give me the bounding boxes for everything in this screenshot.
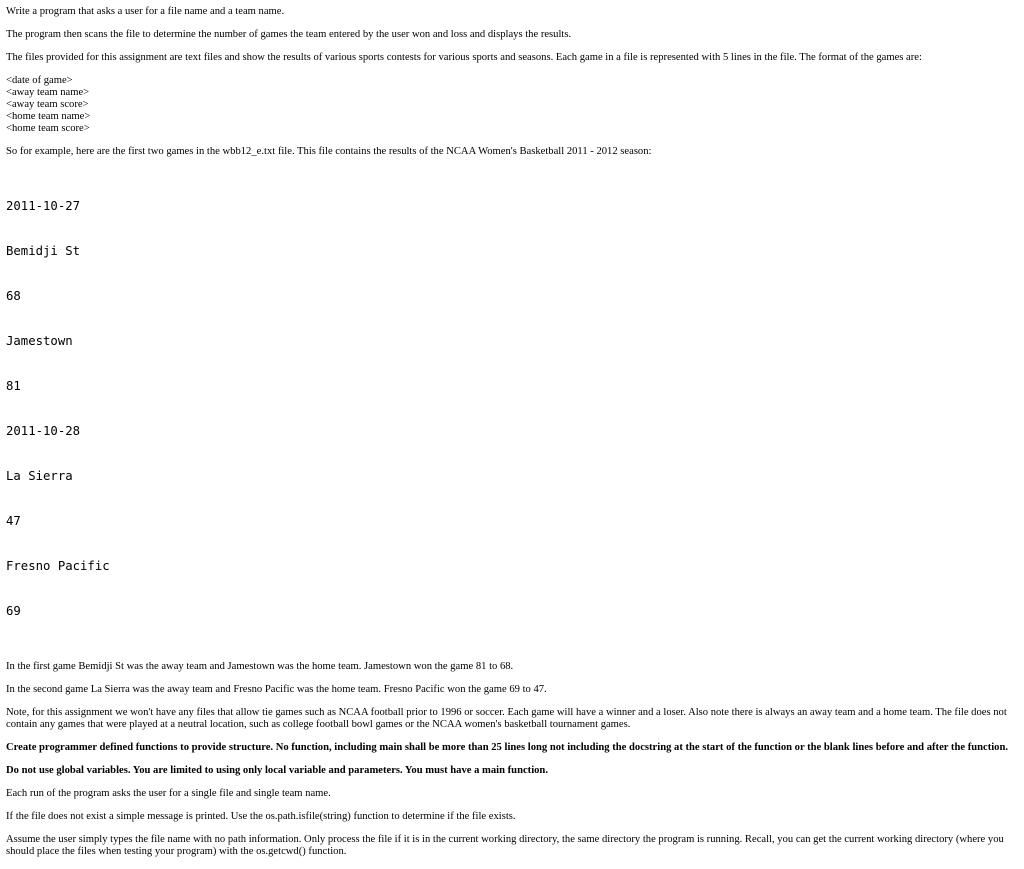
- example-code-block: [6, 169, 1014, 649]
- code-line: Jamestown: [6, 334, 73, 348]
- functions-requirement: Create programmer defined functions to provide structure. No function, including main shall be more than 25 lines long not including the docstring at the start of the function or the blank lines before and after the function.: [6, 742, 1009, 753]
- example-intro: So for example, here are the first two games in the wbb12_e.txt file. This file contains the results of the NCAA Women's Basketball 2011 - 2012 season:: [6, 146, 652, 157]
- code-line: 68: [6, 289, 21, 303]
- each-run-rule: Each run of the program asks the user for a single file and single team name.: [6, 788, 331, 799]
- globals-requirement: Do not use global variables. You are limited to using only local variable and parameters. You must have a main function.: [6, 765, 548, 776]
- format-line: <away team score>: [6, 99, 89, 110]
- second-game-explanation: In the second game La Sierra was the away team and Fresno Pacific was the home team. Fresno Pacific won the game 69 to 47.: [6, 684, 547, 695]
- format-line: <date of game>: [6, 75, 73, 86]
- tie-games-note: Note, for this assignment we won't have any files that allow tie games such as NCAA football prior to 1996 or soccer. Each game will have a winner and a loser. Also note there is always an away team and a home team. The file does not contain any games that were played at a neutral location, such as college football bowl games or the NCAA women's basketball tournament games.: [6, 707, 1007, 730]
- code-line: La Sierra: [6, 469, 73, 483]
- format-line: <home team name>: [6, 111, 91, 122]
- code-line: Fresno Pacific: [6, 559, 110, 573]
- intro-line-3: The files provided for this assignment are text files and show the results of various sports contests for various sports and seasons. Each game in a file is represented with 5 lines in the file. The format of the games are:: [6, 52, 922, 63]
- code-line: 2011-10-28: [6, 424, 81, 438]
- format-line: <home team score>: [6, 123, 90, 134]
- code-line: 47: [6, 514, 21, 528]
- cwd-rule: Assume the user simply types the file name with no path information. Only process the file if it is in the current working directory, the same directory the program is running. Recall, you can get the current working directory (where you should place the files when testing your program) with the os.getcwd() function.: [6, 834, 1004, 857]
- game-format-list: [6, 75, 1014, 135]
- code-line: 2011-10-27: [6, 199, 81, 213]
- first-game-explanation: In the first game Bemidji St was the away team and Jamestown was the home team. Jamestown won the game 81 to 68.: [6, 661, 514, 672]
- code-line: 69: [6, 604, 21, 618]
- code-line: 81: [6, 379, 21, 393]
- file-missing-rule: If the file does not exist a simple message is printed. Use the os.path.isfile(string) function to determine if the file exists.: [6, 811, 516, 822]
- intro-line-1: Write a program that asks a user for a file name and a team name.: [6, 6, 285, 17]
- intro-line-2: The program then scans the file to determine the number of games the team entered by the user won and loss and displays the results.: [6, 29, 572, 40]
- format-line: <away team name>: [6, 87, 90, 98]
- assignment-document: [6, 6, 1014, 869]
- code-line: Bemidji St: [6, 244, 81, 258]
